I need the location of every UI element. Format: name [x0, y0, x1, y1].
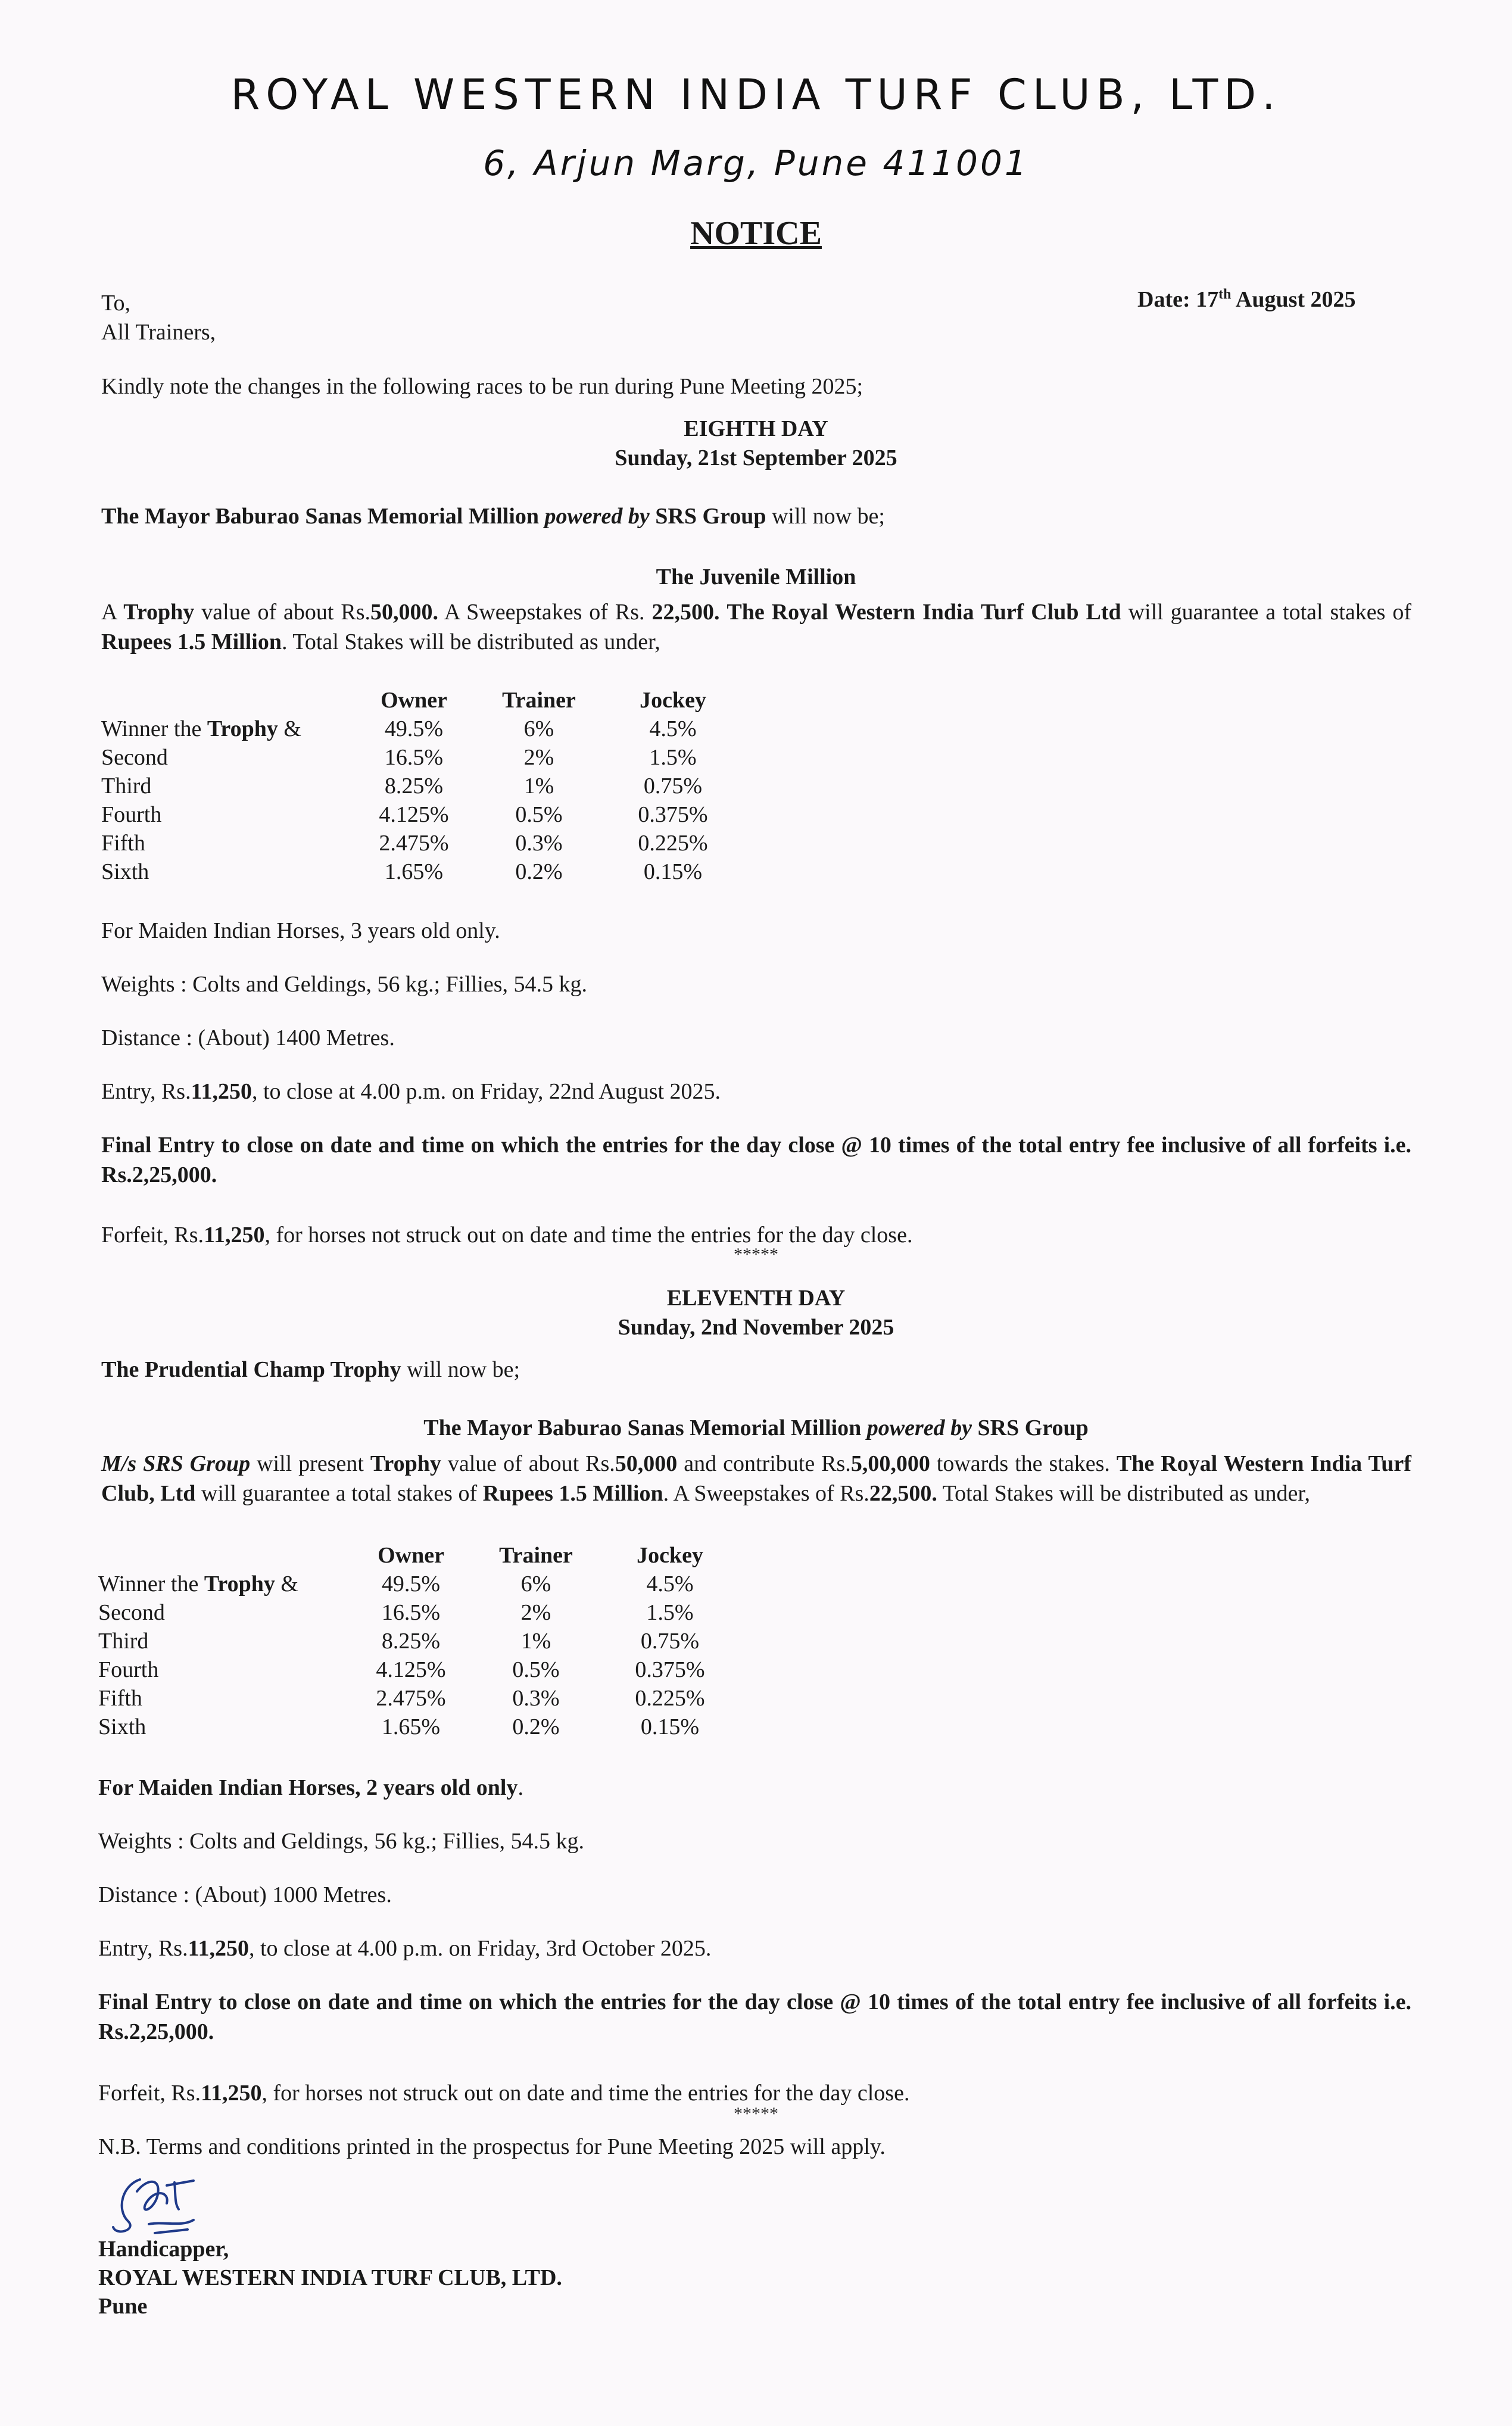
- notice-date: Date: 17th August 2025: [1137, 286, 1356, 312]
- place-cell: Fourth: [98, 1657, 159, 1682]
- section1-weights: Weights : Colts and Geldings, 56 kg.; Fillies, 54.5 kg.: [101, 972, 588, 997]
- table-header-jockey: Jockey: [637, 1543, 703, 1568]
- table-header-jockey: Jockey: [640, 688, 706, 713]
- owner-cell: 2.475%: [376, 1686, 446, 1711]
- signature-role: Handicapper,: [98, 2237, 229, 2262]
- eighth-day-heading: EIGHTH DAY: [684, 416, 828, 441]
- jockey-cell: 0.75%: [640, 1629, 700, 1654]
- jockey-cell: 0.15%: [643, 859, 703, 884]
- trainer-cell: 6%: [520, 1571, 551, 1596]
- section1-distance: Distance : (About) 1400 Metres.: [101, 1025, 395, 1050]
- place-cell: Second: [98, 1600, 165, 1625]
- section1-eligibility: For Maiden Indian Horses, 3 years old only.: [101, 918, 500, 943]
- section1-separator: *****: [734, 1245, 778, 1264]
- trainer-cell: 1%: [523, 774, 554, 799]
- jockey-cell: 1.5%: [646, 1600, 694, 1625]
- intro-line: Kindly note the changes in the following races to be run during Pune Meeting 2025;: [101, 374, 863, 399]
- place-cell: Winner the Trophy &: [98, 1571, 298, 1596]
- jockey-cell: 0.75%: [643, 774, 703, 799]
- section2-final-entry: Final Entry to close on date and time on which the entries for the day close @ 10 times of the total entry fee inclusive of all forfeits i.e. Rs.2,25,000.: [98, 1990, 1411, 2044]
- trainer-cell: 0.3%: [515, 831, 563, 856]
- table-row: [101, 829, 738, 857]
- jockey-cell: 0.375%: [635, 1657, 705, 1682]
- section2-description: M/s SRS Group will present Trophy value of about Rs.50,000 and contribute Rs.5,00,000 towards the stakes. The Royal Western India Turf Club, Ltd will guarantee a total stakes of Rupees 1.5 Million. A Sweepstakes of Rs.22,500. Total Stakes will be distributed as under,: [101, 1451, 1411, 1506]
- owner-cell: 8.25%: [384, 774, 444, 799]
- jockey-cell: 0.225%: [635, 1686, 705, 1711]
- jockey-cell: 4.5%: [649, 716, 697, 741]
- addressee-all-trainers: All Trainers,: [101, 320, 216, 345]
- stakes-distribution-table-2: [98, 1541, 735, 1741]
- eleventh-day-heading: ELEVENTH DAY: [666, 1286, 846, 1311]
- trainer-cell: 2%: [520, 1600, 551, 1625]
- section1-description: A Trophy value of about Rs.50,000. A Sweepstakes of Rs. 22,500. The Royal Western India Turf Club Ltd will guarantee a total stakes of Rupees 1.5 Million. Total Stakes will be distributed as under,: [101, 600, 1411, 654]
- section2-weights: Weights : Colts and Geldings, 56 kg.; Fillies, 54.5 kg.: [98, 1829, 585, 1854]
- place-cell: Winner the Trophy &: [101, 716, 301, 741]
- trainer-cell: 0.3%: [512, 1686, 560, 1711]
- section1-forfeit: Forfeit, Rs.11,250, for horses not struck out on date and time the entries for the day close.: [101, 1223, 913, 1248]
- juvenile-million-title: The Juvenile Million: [656, 565, 856, 590]
- table-row: [101, 857, 738, 886]
- table-row: [98, 1684, 735, 1713]
- jockey-cell: 0.225%: [638, 831, 708, 856]
- jockey-cell: 4.5%: [646, 1571, 694, 1596]
- place-cell: Fifth: [98, 1686, 142, 1711]
- section2-forfeit: Forfeit, Rs.11,250, for horses not struck out on date and time the entries for the day close.: [98, 2081, 910, 2106]
- owner-cell: 8.25%: [381, 1629, 441, 1654]
- addressee-to: To,: [101, 291, 131, 316]
- place-cell: Third: [101, 774, 152, 799]
- owner-cell: 16.5%: [381, 1600, 441, 1625]
- club-name-heading: ROYAL WESTERN INDIA TURF CLUB, LTD.: [230, 70, 1282, 119]
- section2-entry: Entry, Rs.11,250, to close at 4.00 p.m. on Friday, 3rd October 2025.: [98, 1936, 712, 1961]
- trainer-cell: 0.5%: [512, 1657, 560, 1682]
- table-row: [101, 800, 738, 829]
- mayor-memorial-title: The Mayor Baburao Sanas Memorial Million powered by SRS Group: [423, 1415, 1089, 1440]
- table-row: [98, 1627, 735, 1655]
- place-cell: Second: [101, 745, 168, 770]
- place-cell: Third: [98, 1629, 149, 1654]
- table-header-trainer: Trainer: [499, 1543, 573, 1568]
- owner-cell: 49.5%: [381, 1571, 441, 1596]
- trainer-cell: 1%: [520, 1629, 551, 1654]
- owner-cell: 49.5%: [384, 716, 444, 741]
- table-header-owner: Owner: [378, 1543, 444, 1568]
- table-row: [98, 1570, 735, 1598]
- section2-change-line: The Prudential Champ Trophy will now be;: [101, 1357, 520, 1382]
- handicapper-signature: [104, 2168, 241, 2245]
- table-header-owner: Owner: [381, 688, 447, 713]
- trainer-cell: 2%: [523, 745, 554, 770]
- signature-city: Pune: [98, 2294, 148, 2319]
- trainer-cell: 0.5%: [515, 802, 563, 827]
- eleventh-day-date: Sunday, 2nd November 2025: [618, 1315, 894, 1340]
- table-header-place: [101, 686, 357, 715]
- section1-change-line: The Mayor Baburao Sanas Memorial Million powered by SRS Group will now be;: [101, 504, 885, 529]
- table-header-trainer: Trainer: [502, 688, 576, 713]
- jockey-cell: 1.5%: [649, 745, 697, 770]
- eighth-day-date: Sunday, 21st September 2025: [615, 445, 897, 470]
- club-address: 6, Arjun Marg, Pune 411001: [483, 143, 1029, 183]
- table-header-row: [98, 1541, 735, 1570]
- jockey-cell: 0.375%: [638, 802, 708, 827]
- stakes-distribution-table-1: [101, 686, 738, 886]
- table-header-row: [101, 686, 738, 715]
- table-row: [101, 743, 738, 772]
- place-cell: Sixth: [101, 859, 149, 884]
- section2-separator: *****: [734, 2104, 778, 2123]
- owner-cell: 1.65%: [381, 1714, 441, 1739]
- section2-distance: Distance : (About) 1000 Metres.: [98, 1882, 392, 1907]
- owner-cell: 4.125%: [376, 1657, 446, 1682]
- place-cell: Fifth: [101, 831, 145, 856]
- table-row: [98, 1713, 735, 1741]
- table-row: [98, 1598, 735, 1627]
- table-row: [98, 1655, 735, 1684]
- section1-final-entry: Final Entry to close on date and time on which the entries for the day close @ 10 times of the total entry fee inclusive of all forfeits i.e. Rs.2,25,000.: [101, 1133, 1411, 1187]
- jockey-cell: 0.15%: [640, 1714, 700, 1739]
- owner-cell: 16.5%: [384, 745, 444, 770]
- section1-entry: Entry, Rs.11,250, to close at 4.00 p.m. on Friday, 22nd August 2025.: [101, 1079, 721, 1104]
- notice-title: NOTICE: [690, 215, 822, 252]
- signature-org: ROYAL WESTERN INDIA TURF CLUB, LTD.: [98, 2265, 562, 2290]
- table-header-place: [98, 1541, 354, 1570]
- owner-cell: 2.475%: [379, 831, 449, 856]
- owner-cell: 4.125%: [379, 802, 449, 827]
- trainer-cell: 6%: [523, 716, 554, 741]
- place-cell: Fourth: [101, 802, 162, 827]
- table-row: [101, 715, 738, 743]
- owner-cell: 1.65%: [384, 859, 444, 884]
- section2-eligibility: For Maiden Indian Horses, 2 years old only.: [98, 1775, 523, 1800]
- trainer-cell: 0.2%: [515, 859, 563, 884]
- nb-terms-line: N.B. Terms and conditions printed in the prospectus for Pune Meeting 2025 will apply.: [98, 2134, 886, 2159]
- place-cell: Sixth: [98, 1714, 146, 1739]
- trainer-cell: 0.2%: [512, 1714, 560, 1739]
- table-row: [101, 772, 738, 800]
